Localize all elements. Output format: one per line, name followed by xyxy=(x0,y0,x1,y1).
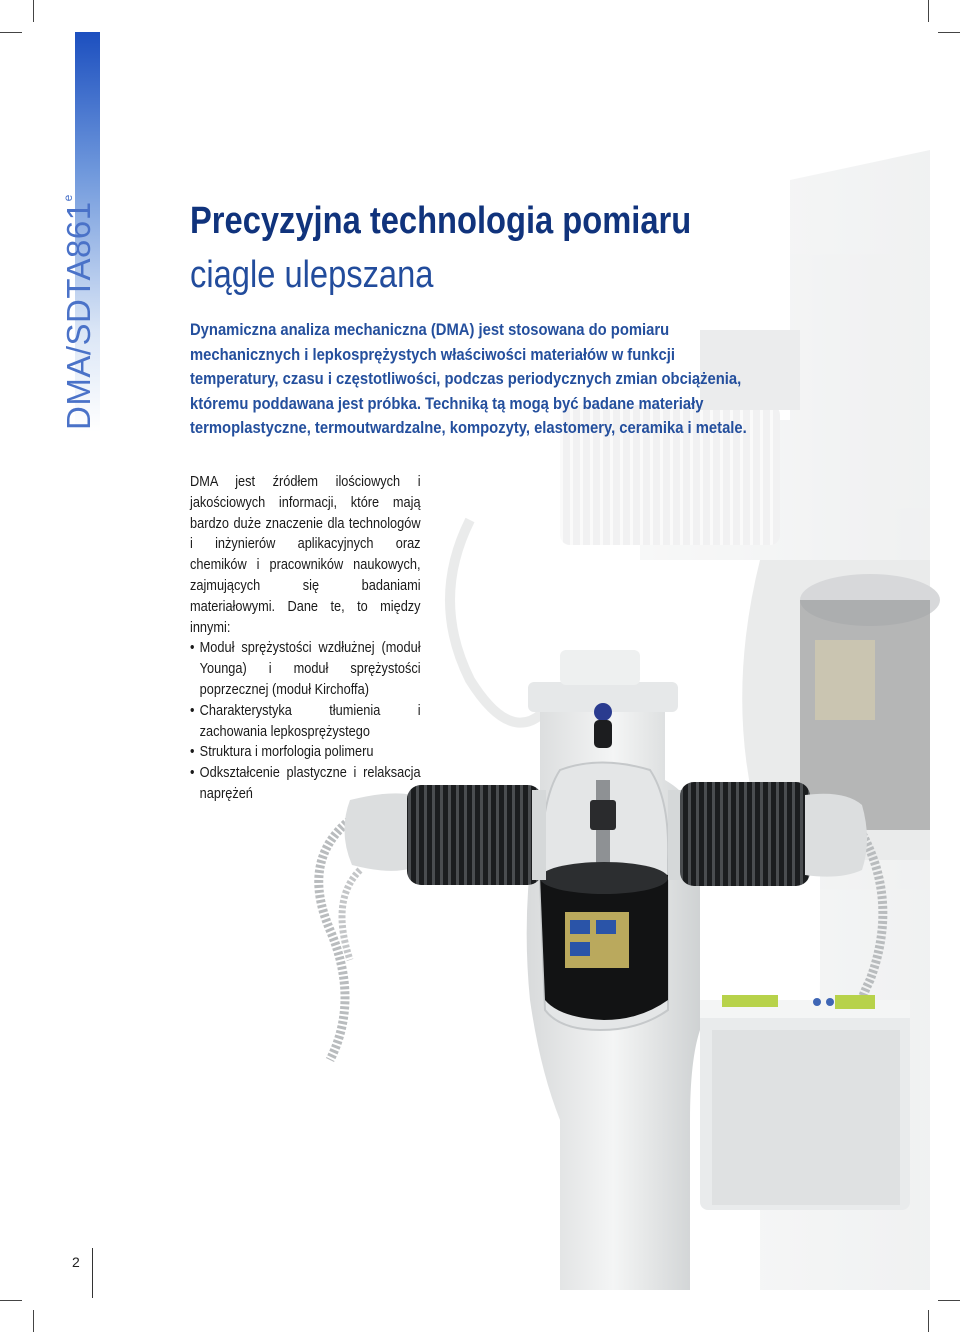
list-item: • Charakterystyka tłumienia i zachowania lepkosprężystego xyxy=(190,701,421,743)
page-title-line2: ciągle ulepszana xyxy=(190,254,434,296)
side-title-text: DMA/SDTA861 xyxy=(60,201,97,430)
page-number: 2 xyxy=(72,1254,80,1270)
list-item: • Moduł sprężystości wzdłużnej (moduł Younga) i moduł sprężystości poprzecznej (moduł Kirchoffa) xyxy=(190,638,421,700)
list-item: • Odkształcenie plastyczne i relaksacja naprężeń xyxy=(190,763,421,805)
lead-paragraph: Dynamiczna analiza mechaniczna (DMA) jest stosowana do pomiaru mechanicznych i lepkosprężystych właściwości materiałów w funkcji temperatury, czasu i częstotliwości, podczas periodycznych zmian obciążenia, któremu poddawana jest próbka. Techniką tą mogą być badane materiały termoplastyczne, termoutwardzalne, kompozyty, elastomery, ceramika i metale. xyxy=(190,320,747,437)
list-item: • Struktura i morfologia polimeru xyxy=(190,742,421,763)
page-number-rule xyxy=(92,1248,93,1298)
side-title xyxy=(62,194,95,430)
feature-list xyxy=(190,638,421,804)
page-title-line1: Precyzyjna technologia pomiaru xyxy=(190,200,692,242)
body-intro: DMA jest źródłem ilościowych i jakościowych informacji, które mają bardzo duże znaczenie dla technologów i inżynierów aplikacyjnych oraz chemików i pracowników naukowych, zajmujących się badaniami materiałowymi. Dane te, to między innymi: xyxy=(190,474,421,636)
page-title xyxy=(190,198,691,298)
side-title-sup: e xyxy=(61,194,75,202)
body-column xyxy=(190,472,421,805)
